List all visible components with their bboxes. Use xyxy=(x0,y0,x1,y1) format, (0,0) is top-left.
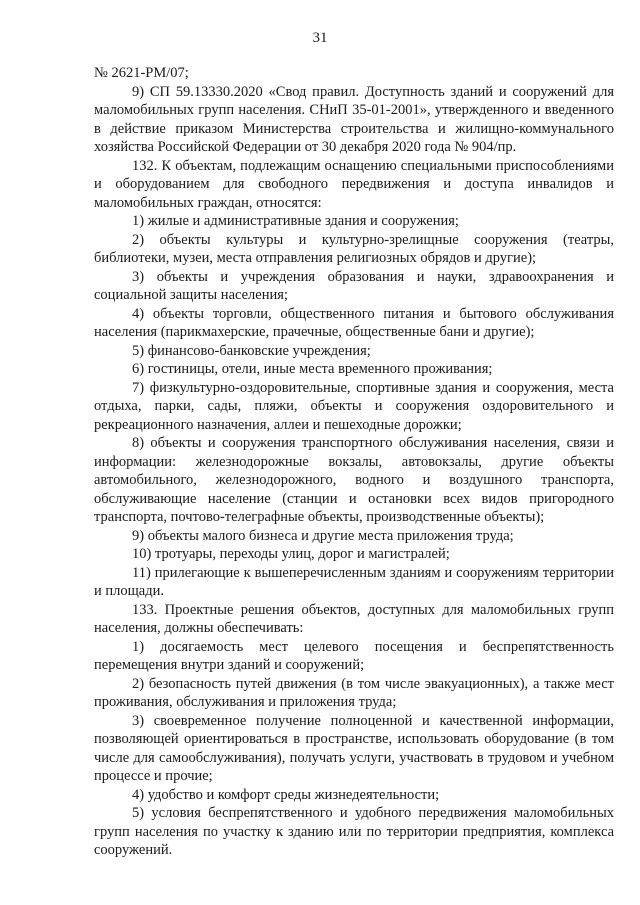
paragraph: 6) гостиницы, отели, иные места временного проживания; xyxy=(132,361,493,377)
paragraph: 2) безопасность путей движения (в том числе эвакуационных), а также мест проживания, обслуживания и приложения труда; xyxy=(94,675,614,710)
paragraph: 9) объекты малого бизнеса и другие места приложения труда; xyxy=(132,527,514,544)
paragraph: 9) СП 59.13330.2020 «Свод правил. Доступность зданий и сооружений для маломобильных групп населения. СНиП 35-01-2001», утвержденного и введенного в действие приказом Министерства строительства и жилищно-коммунального хозяйства Российской Федерации от 30 декабря 2020 года № 904/пр. xyxy=(94,83,614,155)
paragraph: 8) объекты и сооружения транспортного обслуживания населения, связи и информации: железнодорожные вокзалы, автовокзалы, другие объекты автомобильного, железнодорожного, водного и воздушного транспорта, обслуживающие население (станции и остановки всех видов пригородного транспорта, почтово-телеграфные объекты, производственные объекты); xyxy=(94,435,614,525)
paragraph: 5) условия беспрепятственного и удобного передвижения маломобильных групп населения по участку к зданию или по территории предприятия, комплекса сооружений. xyxy=(94,805,614,858)
paragraph: 11) прилегающие к вышеперечисленным зданиям и сооружениям территории и площади. xyxy=(94,564,614,599)
paragraph: 1) досягаемость мест целевого посещения и беспрепятственность перемещения внутри зданий и сооружений; xyxy=(94,638,614,673)
paragraph: 2) объекты культуры и культурно-зрелищные сооружения (театры, библиотеки, музеи, места отправления религиозных обрядов и другие); xyxy=(94,231,614,266)
paragraph: № 2621-РМ/07; xyxy=(94,65,189,81)
paragraph: 132. К объектам, подлежащим оснащению специальными приспособлениями и оборудованием для свободного передвижения и доступа инвалидов и маломобильных граждан, относятся: xyxy=(94,157,614,211)
paragraph: 133. Проектные решения объектов, доступных для маломобильных групп населения, должны обеспечивать: xyxy=(94,601,614,636)
paragraph: 3) своевременное получение полноценной и качественной информации, позволяющей ориентироваться в пространстве, использовать оборудование (в том числе для самообслуживания), получать услуги, участвовать в трудовом и учебном процессе и прочие; xyxy=(94,712,614,784)
paragraph: 4) удобство и комфорт среды жизнедеятельности; xyxy=(132,786,440,803)
document-body xyxy=(94,64,614,860)
paragraph: 10) тротуары, переходы улиц, дорог и магистралей; xyxy=(132,546,450,562)
paragraph: 4) объекты торговли, общественного питания и бытового обслуживания населения (парикмахерские, прачечные, общественные бани и другие); xyxy=(94,305,614,340)
paragraph: 1) жилые и административные здания и сооружения; xyxy=(132,213,459,229)
paragraph: 5) финансово-банковские учреждения; xyxy=(132,342,371,359)
page-number: 31 xyxy=(312,30,328,46)
paragraph: 3) объекты и учреждения образования и науки, здравоохранения и социальной защиты населения; xyxy=(94,268,614,303)
paragraph: 7) физкультурно-оздоровительные, спортивные здания и сооружения, места отдыха, парки, сады, пляжи, объекты и сооружения оздоровительного и рекреационного назначения, аллеи и пешеходные дорожки; xyxy=(94,379,614,433)
